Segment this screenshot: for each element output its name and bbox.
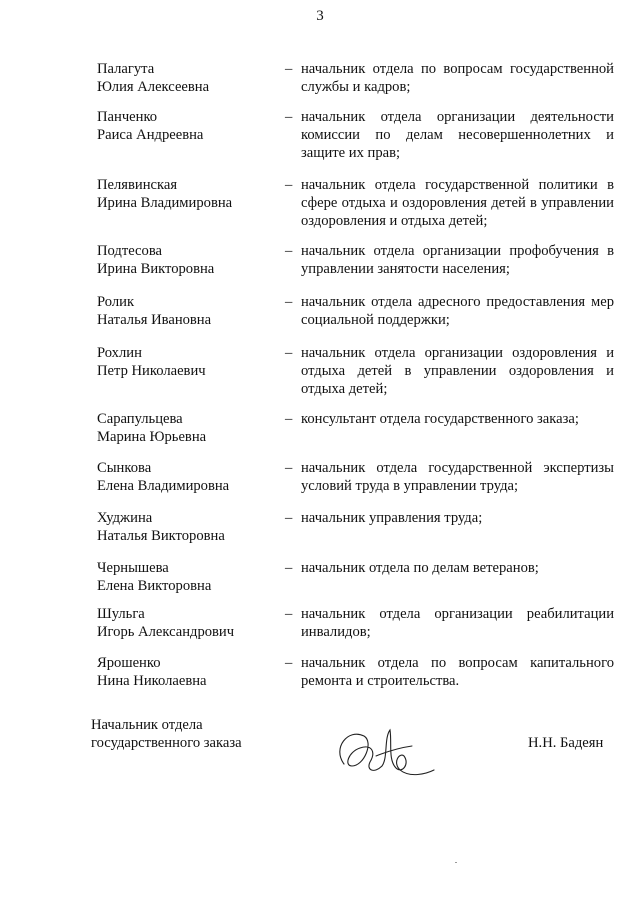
person-name: [97, 559, 277, 595]
person-name: [97, 293, 277, 329]
given-names: Юлия Алексеевна: [97, 79, 210, 95]
position: начальник отдела организации реабилитации инвалидов;: [301, 606, 614, 640]
given-names: Елена Владимировна: [97, 478, 230, 494]
dash: –: [285, 177, 293, 193]
given-names: Ирина Викторовна: [97, 261, 215, 277]
surname: Ярошенко: [97, 655, 161, 671]
dash: –: [285, 655, 293, 671]
page-number: 3: [316, 8, 324, 24]
surname: Чернышева: [97, 560, 169, 576]
given-names: Игорь Александрович: [97, 624, 235, 640]
dash: –: [285, 460, 293, 476]
given-names: Ирина Владимировна: [97, 195, 233, 211]
position-line: Начальник отдела: [91, 717, 203, 733]
surname: Худжина: [97, 510, 153, 526]
position: начальник отдела организации оздоровления и отдыха детей в управлении оздоровления и отдыха детей;: [301, 345, 614, 397]
surname: Подтесова: [97, 243, 163, 259]
given-names: Наталья Ивановна: [97, 312, 212, 328]
surname: Сынкова: [97, 460, 152, 476]
surname: Палагута: [97, 61, 155, 77]
person-name: [97, 176, 277, 212]
dash: –: [285, 510, 293, 526]
person-name: [97, 654, 277, 690]
position: начальник отдела по вопросам капитального ремонта и строительства.: [301, 655, 614, 689]
surname: Панченко: [97, 109, 158, 125]
person-name: [97, 344, 277, 380]
surname: Рохлин: [97, 345, 142, 361]
position: начальник отдела организации деятельности комиссии по делам несовершеннолетних и защите их прав;: [301, 109, 614, 161]
position: начальник отдела государственной политики в сфере отдыха и оздоровления детей в управлении оздоровления и отдыха детей;: [301, 177, 614, 229]
person-name: [97, 410, 277, 446]
position: начальник отдела по вопросам государственной службы и кадров;: [301, 61, 614, 95]
signatory-position: [91, 716, 242, 752]
signer-name: Н.Н. Бадеян: [528, 735, 604, 751]
given-names: Раиса Андреевна: [97, 127, 204, 143]
dash: –: [285, 560, 293, 576]
given-names: Марина Юрьевна: [97, 429, 207, 445]
dash: –: [285, 294, 293, 310]
surname: Пелявинская: [97, 177, 178, 193]
position: начальник отдела государственной экспертизы условий труда в управлении труда;: [301, 460, 614, 494]
handwritten-signature: [330, 708, 440, 788]
surname: Сарапульцева: [97, 411, 183, 427]
person-name: [97, 108, 277, 144]
dash: –: [285, 243, 293, 259]
dash: –: [285, 109, 293, 125]
given-names: Нина Николаевна: [97, 673, 207, 689]
person-name: [97, 242, 277, 278]
given-names: Петр Николаевич: [97, 363, 206, 379]
person-name: [97, 509, 277, 545]
position: начальник отдела адресного предоставления мер социальной поддержки;: [301, 294, 614, 328]
person-name: [97, 459, 277, 495]
person-name: [97, 60, 277, 96]
position-line: государственного заказа: [91, 735, 242, 751]
given-names: Елена Викторовна: [97, 578, 212, 594]
dash: –: [285, 61, 293, 77]
dash: –: [285, 345, 293, 361]
person-name: [97, 605, 277, 641]
scan-speck: [455, 862, 457, 863]
surname: Ролик: [97, 294, 135, 310]
position: начальник отдела по делам ветеранов;: [301, 560, 539, 576]
position: консультант отдела государственного заказа;: [301, 411, 579, 427]
dash: –: [285, 606, 293, 622]
dash: –: [285, 411, 293, 427]
position: начальник управления труда;: [301, 510, 483, 526]
surname: Шульга: [97, 606, 145, 622]
position: начальник отдела организации профобучения в управлении занятости населения;: [301, 243, 614, 277]
given-names: Наталья Викторовна: [97, 528, 225, 544]
